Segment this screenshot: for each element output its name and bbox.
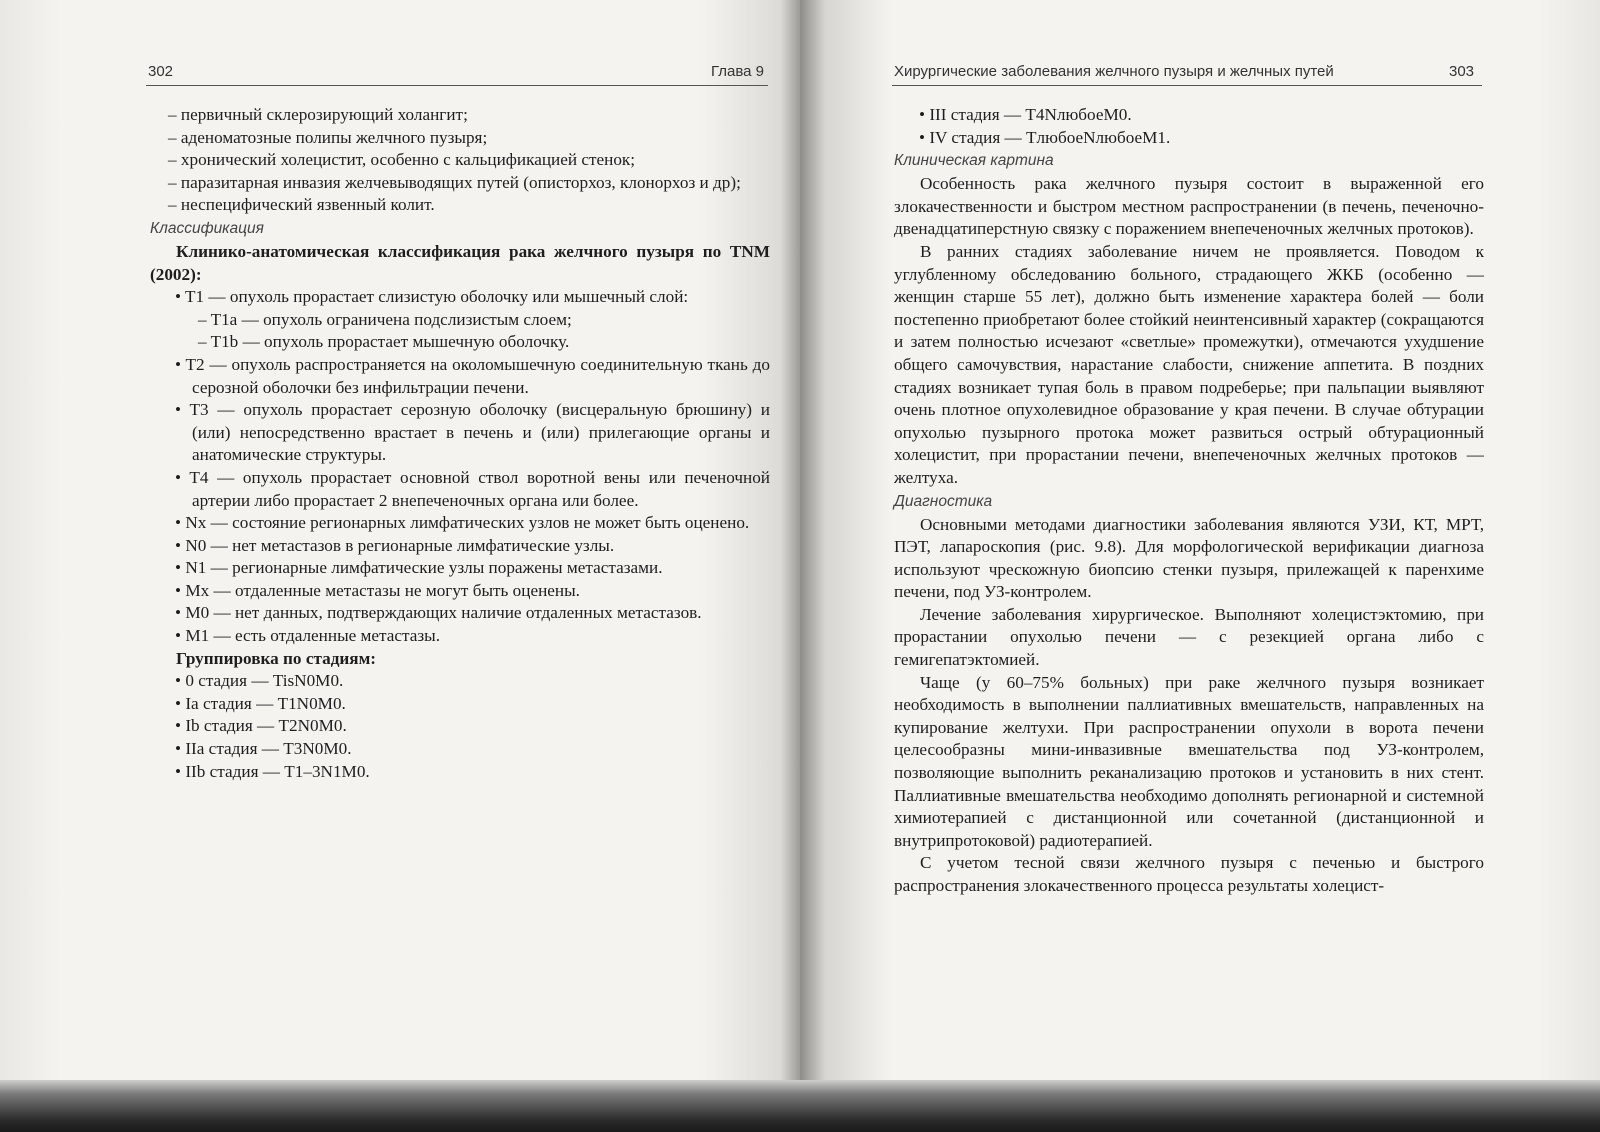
left-page: [0, 0, 800, 1100]
risk-factor-item: – хронический холецистит, особенно с кальцификацией стенок;: [168, 150, 636, 170]
risk-factor-item: – первичный склерозирующий холангит;: [168, 105, 468, 124]
risk-factor-item: – аденоматозные полипы желчного пузыря;: [168, 127, 488, 147]
tnm-item-m0: • M0 — нет данных, подтверждающих наличие отдаленных метастазов.: [175, 603, 702, 623]
tnm-item-t1a: – T1a — опухоль ограничена подслизистым слоем;: [198, 309, 572, 329]
left-text-column: [150, 104, 770, 783]
diagnostics-paragraph: С учетом тесной связи желчного пузыря с печенью и быстрого распространения злокачественного процесса результаты холецист-: [894, 853, 1484, 895]
tnm-item-t1: • T1 — опухоль прорастает слизистую оболочку или мышечный слой:: [175, 287, 689, 307]
running-head-right: Хирургические заболевания желчного пузыря и желчных путей: [894, 63, 1334, 80]
stage-item: • IIb стадия — T1–3N1M0.: [175, 761, 370, 781]
risk-factor-item: – паразитарная инвазия желчевыводящих путей (описторхоз, клонорхоз и др);: [168, 172, 741, 192]
tnm-item-mx: • Mx — отдаленные метастазы не могут быть оценены.: [175, 580, 580, 600]
diagnostics-paragraph: Чаще (у 60–75% больных) при раке желчного пузыря возникает необходимость в выполнении паллиативных вмешательств, направленных на купирование желтухи. При распространении опухоли в ворота печени целесообразны мини-инвазивные вмешательства под УЗ-контролем, позволяющие выполнить реканализацию протоков и установить в них стент. Паллиативные вмешательства необходимо дополнять регионарной и системной химиотерапией с дистанционной или сочетанной (дистанционной и внутрипротоковой) радиотерапией.: [894, 672, 1484, 850]
tnm-item-nx: • Nx — состояние регионарных лимфатических узлов не может быть оценено.: [175, 513, 750, 533]
stage-item: • IV стадия — TлюбоеNлюбоеM1.: [919, 127, 1171, 147]
running-head-left: Глава 9: [711, 63, 765, 80]
risk-factor-item: – неспецифический язвенный колит.: [168, 195, 435, 215]
stage-item: • IIa стадия — T3N0M0.: [175, 739, 352, 759]
section-title-diagnostics: Диагностика: [894, 492, 993, 510]
tnm-item-t4: • T4 — опухоль прорастает основной ствол воротной вены или печеночной артерии либо прорастает 2 внепеченочных органа или более.: [175, 467, 770, 510]
tnm-item-m1: • M1 — есть отдаленные метастазы.: [175, 626, 441, 646]
tnm-item-n0: • N0 — нет метастазов в регионарные лимфатические узлы.: [175, 535, 615, 555]
header-rule-left: [146, 85, 768, 86]
diagnostics-paragraph: Лечение заболевания хирургическое. Выполняют холецистэктомию, при прорастании опухолью печени — с резекцией органа либо с гемигепатэктомией.: [894, 604, 1484, 670]
stage-item: • III стадия — T4NлюбоеM0.: [919, 105, 1132, 124]
stage-item: • Ia стадия — T1N0M0.: [175, 693, 346, 713]
section-title-classification: Классификация: [150, 219, 264, 237]
diagnostics-paragraph: Основными методами диагностики заболевания являются УЗИ, КТ, МРТ, ПЭТ, лапароскопия (рис. 9.8). Для морфологической верификации диагноза используют чрескожную биопсию стенки пузыря, прилежащей к паренхиме печени, под УЗ-контролем.: [894, 514, 1484, 602]
clinical-paragraph: Особенность рака желчного пузыря состоит в выраженной его злокачественности и быстром местном распространении (в печень, печеночно-двенадцатиперстную связку с поражением внепеченочных желчных протоков).: [894, 174, 1484, 239]
section-title-clinical: Клиническая картина: [894, 152, 1054, 170]
page-number-right: 303: [1449, 63, 1475, 80]
stage-item: • Ib стадия — T2N0M0.: [175, 716, 347, 736]
scanner-shadow: [0, 1080, 1600, 1132]
header-rule-right: [892, 85, 1482, 86]
right-page: [800, 0, 1600, 1100]
tnm-item-t1b: – T1b — опухоль прорастает мышечную оболочку.: [198, 332, 570, 352]
staging-heading: Группировка по стадиям:: [176, 648, 377, 668]
stage-item: • 0 стадия — TisN0M0.: [175, 671, 344, 691]
page-number-left: 302: [148, 63, 174, 80]
tnm-item-n1: • N1 — регионарные лимфатические узлы поражены метастазами.: [175, 558, 663, 578]
tnm-item-t2: • T2 — опухоль распространяется на околомышечную соединительную ткань до серозной оболочки без инфильтрации печени.: [175, 354, 770, 397]
tnm-item-t3: • T3 — опухоль прорастает серозную оболочку (висцеральную брюшину) и (или) непосредственно врастает в печень и (или) прилегающие органы и анатомические структуры.: [175, 400, 770, 465]
right-text-column: [894, 104, 1484, 898]
clinical-paragraph: В ранних стадиях заболевание ничем не проявляется. Поводом к углубленному обследованию больного, страдающего ЖКБ (особенно — женщин старше 55 лет), должно быть изменение характера болей — боли постепенно приобретают более стойкий неинтенсивный характер (сокращаются и затем полностью исчезают «светлые» промежутки), отмечаются ухудшение общего самочувствия, нарастание слабости, снижение аппетита. В поздних стадиях возникает тупая боль в правом подреберье; при пальпации выявляют очень плотное опухолевидное образование у края печени. В случае обтурации опухолью пузырного протока может развиться острый обтурационный холецистит, при прорастании печени, внепеченочных желчных протоков — желтуха.: [894, 241, 1484, 487]
classification-heading: Клинико-анатомическая классификация рака желчного пузыря по TNM (2002):: [150, 241, 770, 284]
